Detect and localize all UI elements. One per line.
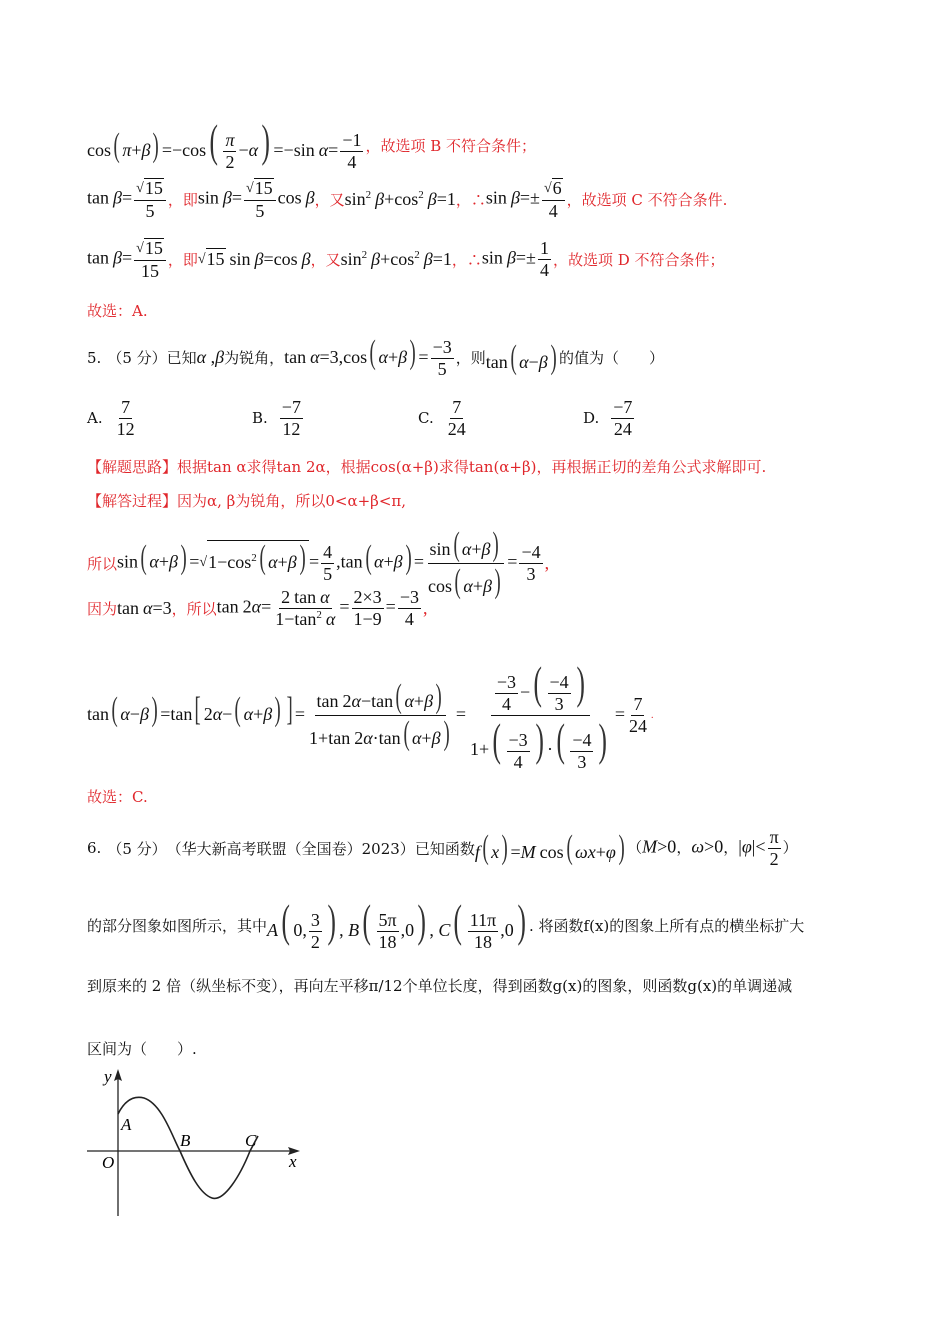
option-label: C.	[418, 409, 434, 428]
q5-answer: 故选：C.	[87, 788, 148, 806]
origin-label: O	[102, 1153, 115, 1172]
y-axis	[114, 1069, 122, 1216]
stem-text: 的部分图象如图所示，其中	[87, 916, 268, 935]
stem-text: 已知	[166, 349, 197, 368]
math-expression: √15 sin β=cos β	[197, 249, 311, 270]
process-text: 因为α, β为锐角，所以0<α+β<π,	[177, 492, 407, 510]
math-expression: tan( α−β) =tan[ 2α−( α+β) ] = $\frac{\tan 2\alpha-\tan( \alpha+\beta)}{1+\tan 2\alpha\cdot\tan( \alpha+\beta)}$ = $\frac{-3}{4}$ −( $\frac{-4}{3}$ ) 1+( $\frac{-3}{4}$ ) ·( $\frac{-4}{3}$ ) = $\frac{7}{24}$	[87, 657, 647, 772]
previous-answer: 故选：A.	[87, 302, 148, 320]
option-b[interactable]	[252, 398, 305, 439]
function-expression: f( x) =M cos( ωx+φ)	[474, 829, 625, 867]
stem-text: 为锐角，	[224, 349, 285, 368]
option-c-note: ，故选项 C 不符合条件.	[566, 190, 728, 209]
x-axis-label: x	[289, 1152, 297, 1171]
math-expression: tan 2α= $\frac{\text{2 tan α}}{1-\tan^2 \alpha}$ = $\frac{2\times 3}{1-9}$ = $\frac{-3}{4}$	[216, 587, 419, 629]
question-5-stem	[87, 336, 664, 379]
math-expression: cos( π+β) =−cos( $\frac{\pi}{2}$ −α) =−sin α= $\frac{-1}{4}$	[87, 115, 362, 173]
option-denominator: 12	[116, 418, 135, 439]
question-score: （5 分）	[107, 349, 167, 368]
connector-text: ，又	[310, 250, 341, 269]
solution-process-line-2: 所以 sin( $\alpha+\beta) =√1-\cos^2$( α+β) = $\frac{4}{5}$ ,tan( α+β) = $\frac{\sin( \alpha+\beta)}{\cos( \alpha+\beta)}$ = $\frac{-4}{3}$ ,	[87, 526, 550, 600]
question-source: （华大新高考联盟（全国卷）2023）	[166, 839, 415, 858]
option-d-note: ，故选项 D 不符合条件；	[552, 250, 725, 269]
math-expression: sin( $\alpha+\beta) =√1-\cos^2$( α+β) = $\frac{4}{5}$ ,tan( α+β) = $\frac{\sin( \alpha+\beta)}{\cos( \alpha+\beta)}$ = $\frac{-4}{3}$	[117, 526, 541, 600]
option-b-note: ，故选项 B 不符合条件；	[365, 136, 537, 155]
option-numerator: −7	[613, 397, 633, 417]
option-numerator: 7	[121, 397, 131, 417]
solution-line-option-d	[87, 238, 725, 281]
math-expression: tan β= $\frac{√15}{5}$	[87, 178, 168, 221]
therefore-symbol: ，∴	[455, 190, 486, 209]
solution-process-line-4: tan( α−β) =tan[ 2α−( α+β) ] = $\frac{\tan 2\alpha-\tan( \alpha+\beta)}{1+\tan 2\alpha\cdot\tan( \alpha+\beta)}$ = $\frac{-3}{4}$ −( $\frac{-4}{3}$ ) 1+( $\frac{-3}{4}$ ) ·( $\frac{-4}{3}$ ) = $\frac{7}{24}$ .	[87, 657, 654, 772]
connector-text: ，即	[167, 250, 198, 269]
solution-process-line-1	[87, 490, 406, 511]
option-label: D.	[583, 409, 600, 428]
points-expression: A( 0, $\frac{3}{2}$ ) , B( $\frac{5\pi}{18}$ ,0) , C( $\frac{11\pi}{18}$ ,0)	[267, 895, 526, 953]
solution-idea	[87, 456, 766, 477]
solution-line-option-c	[87, 178, 727, 221]
question-number: 5.	[87, 348, 102, 367]
process-tag: 【解答过程】	[87, 492, 178, 510]
function-graph-figure	[82, 1066, 312, 1226]
solution-line-option-b	[87, 115, 537, 173]
condition-expression: （M>0，ω>0，|φ|< $\frac{\pi}{2}$ ）	[627, 827, 798, 869]
option-numerator: −7	[281, 397, 301, 417]
stem-text: ，则	[455, 349, 486, 368]
stem-text: 已知函数	[414, 839, 475, 858]
stem-text: 的值为（ ）	[558, 349, 664, 368]
connector-text: ，所以	[171, 599, 217, 618]
connector-text: 因为	[87, 599, 118, 618]
math-expression: sin β= $\frac{√15}{5}$ cos β	[197, 178, 315, 221]
question-number: 6.	[87, 839, 102, 858]
solution-process-line-3: 因为 tan α=3 ，所以 tan 2α= $\frac{\text{2 tan α}}{1-\tan^2 \alpha}$ = $\frac{2\times 3}{1-9}$ = $\frac{-3}{4}$ ,	[87, 587, 428, 629]
option-label: A.	[87, 409, 103, 428]
question-6-stem-line-4: 区间为（ ）.	[87, 1040, 197, 1058]
stem-text: . 将函数f(x)的图象上所有点的横坐标扩大	[529, 916, 805, 935]
option-label: B.	[252, 409, 268, 428]
ask-expression: tan( α−β)	[485, 338, 557, 376]
math-expression: $\sin^2 \beta+\cos^2$ β=1	[344, 188, 456, 209]
math-expression: tan β= $\frac{√15}{15}$	[87, 238, 168, 281]
math-expression: sin β=± $\frac{1}{4}$	[481, 237, 549, 280]
connector-text: ，即	[167, 190, 198, 209]
math-expression: α ,β	[196, 347, 225, 368]
point-b-label: B	[180, 1131, 191, 1150]
idea-tag: 【解题思路】	[87, 458, 178, 476]
connector-text: 所以	[87, 555, 118, 573]
option-denominator: 12	[282, 418, 301, 439]
option-numerator: 7	[452, 397, 462, 417]
math-expression: sin β=± $\frac{√6}{4}$	[486, 178, 567, 221]
connector-text: ，又	[314, 190, 345, 209]
therefore-symbol: ，∴	[451, 250, 482, 269]
option-denominator: 24	[613, 418, 632, 439]
x-axis	[87, 1147, 300, 1155]
point-c-label: C	[245, 1131, 257, 1150]
question-6-stem-line-1	[87, 828, 798, 869]
option-c[interactable]	[418, 398, 470, 439]
y-axis-label: y	[104, 1067, 112, 1086]
question-6-stem-line-2	[87, 895, 805, 953]
point-a-label: A	[121, 1115, 132, 1134]
idea-text: 根据tan α求得tan 2α，根据cos(α+β)求得tan(α+β)，再根据正切的差角公式求解即可.	[177, 458, 767, 476]
math-expression: $\sin^2 \beta+\cos^2$ β=1	[340, 248, 452, 269]
given-expression: tan α=3,cos( α+β) = $\frac{-3}{5}$	[284, 334, 452, 380]
option-denominator: 24	[447, 418, 466, 439]
option-d[interactable]	[583, 398, 636, 439]
question-score: （5 分）	[107, 839, 167, 858]
question-6-stem-line-3: 到原来的 2 倍（纵坐标不变），再向左平移π/12个单位长度，得到函数g(x)的图象，则函数g(x)的单调递减	[87, 977, 793, 995]
option-a[interactable]	[87, 398, 139, 439]
math-expression: tan α=3	[117, 597, 172, 618]
